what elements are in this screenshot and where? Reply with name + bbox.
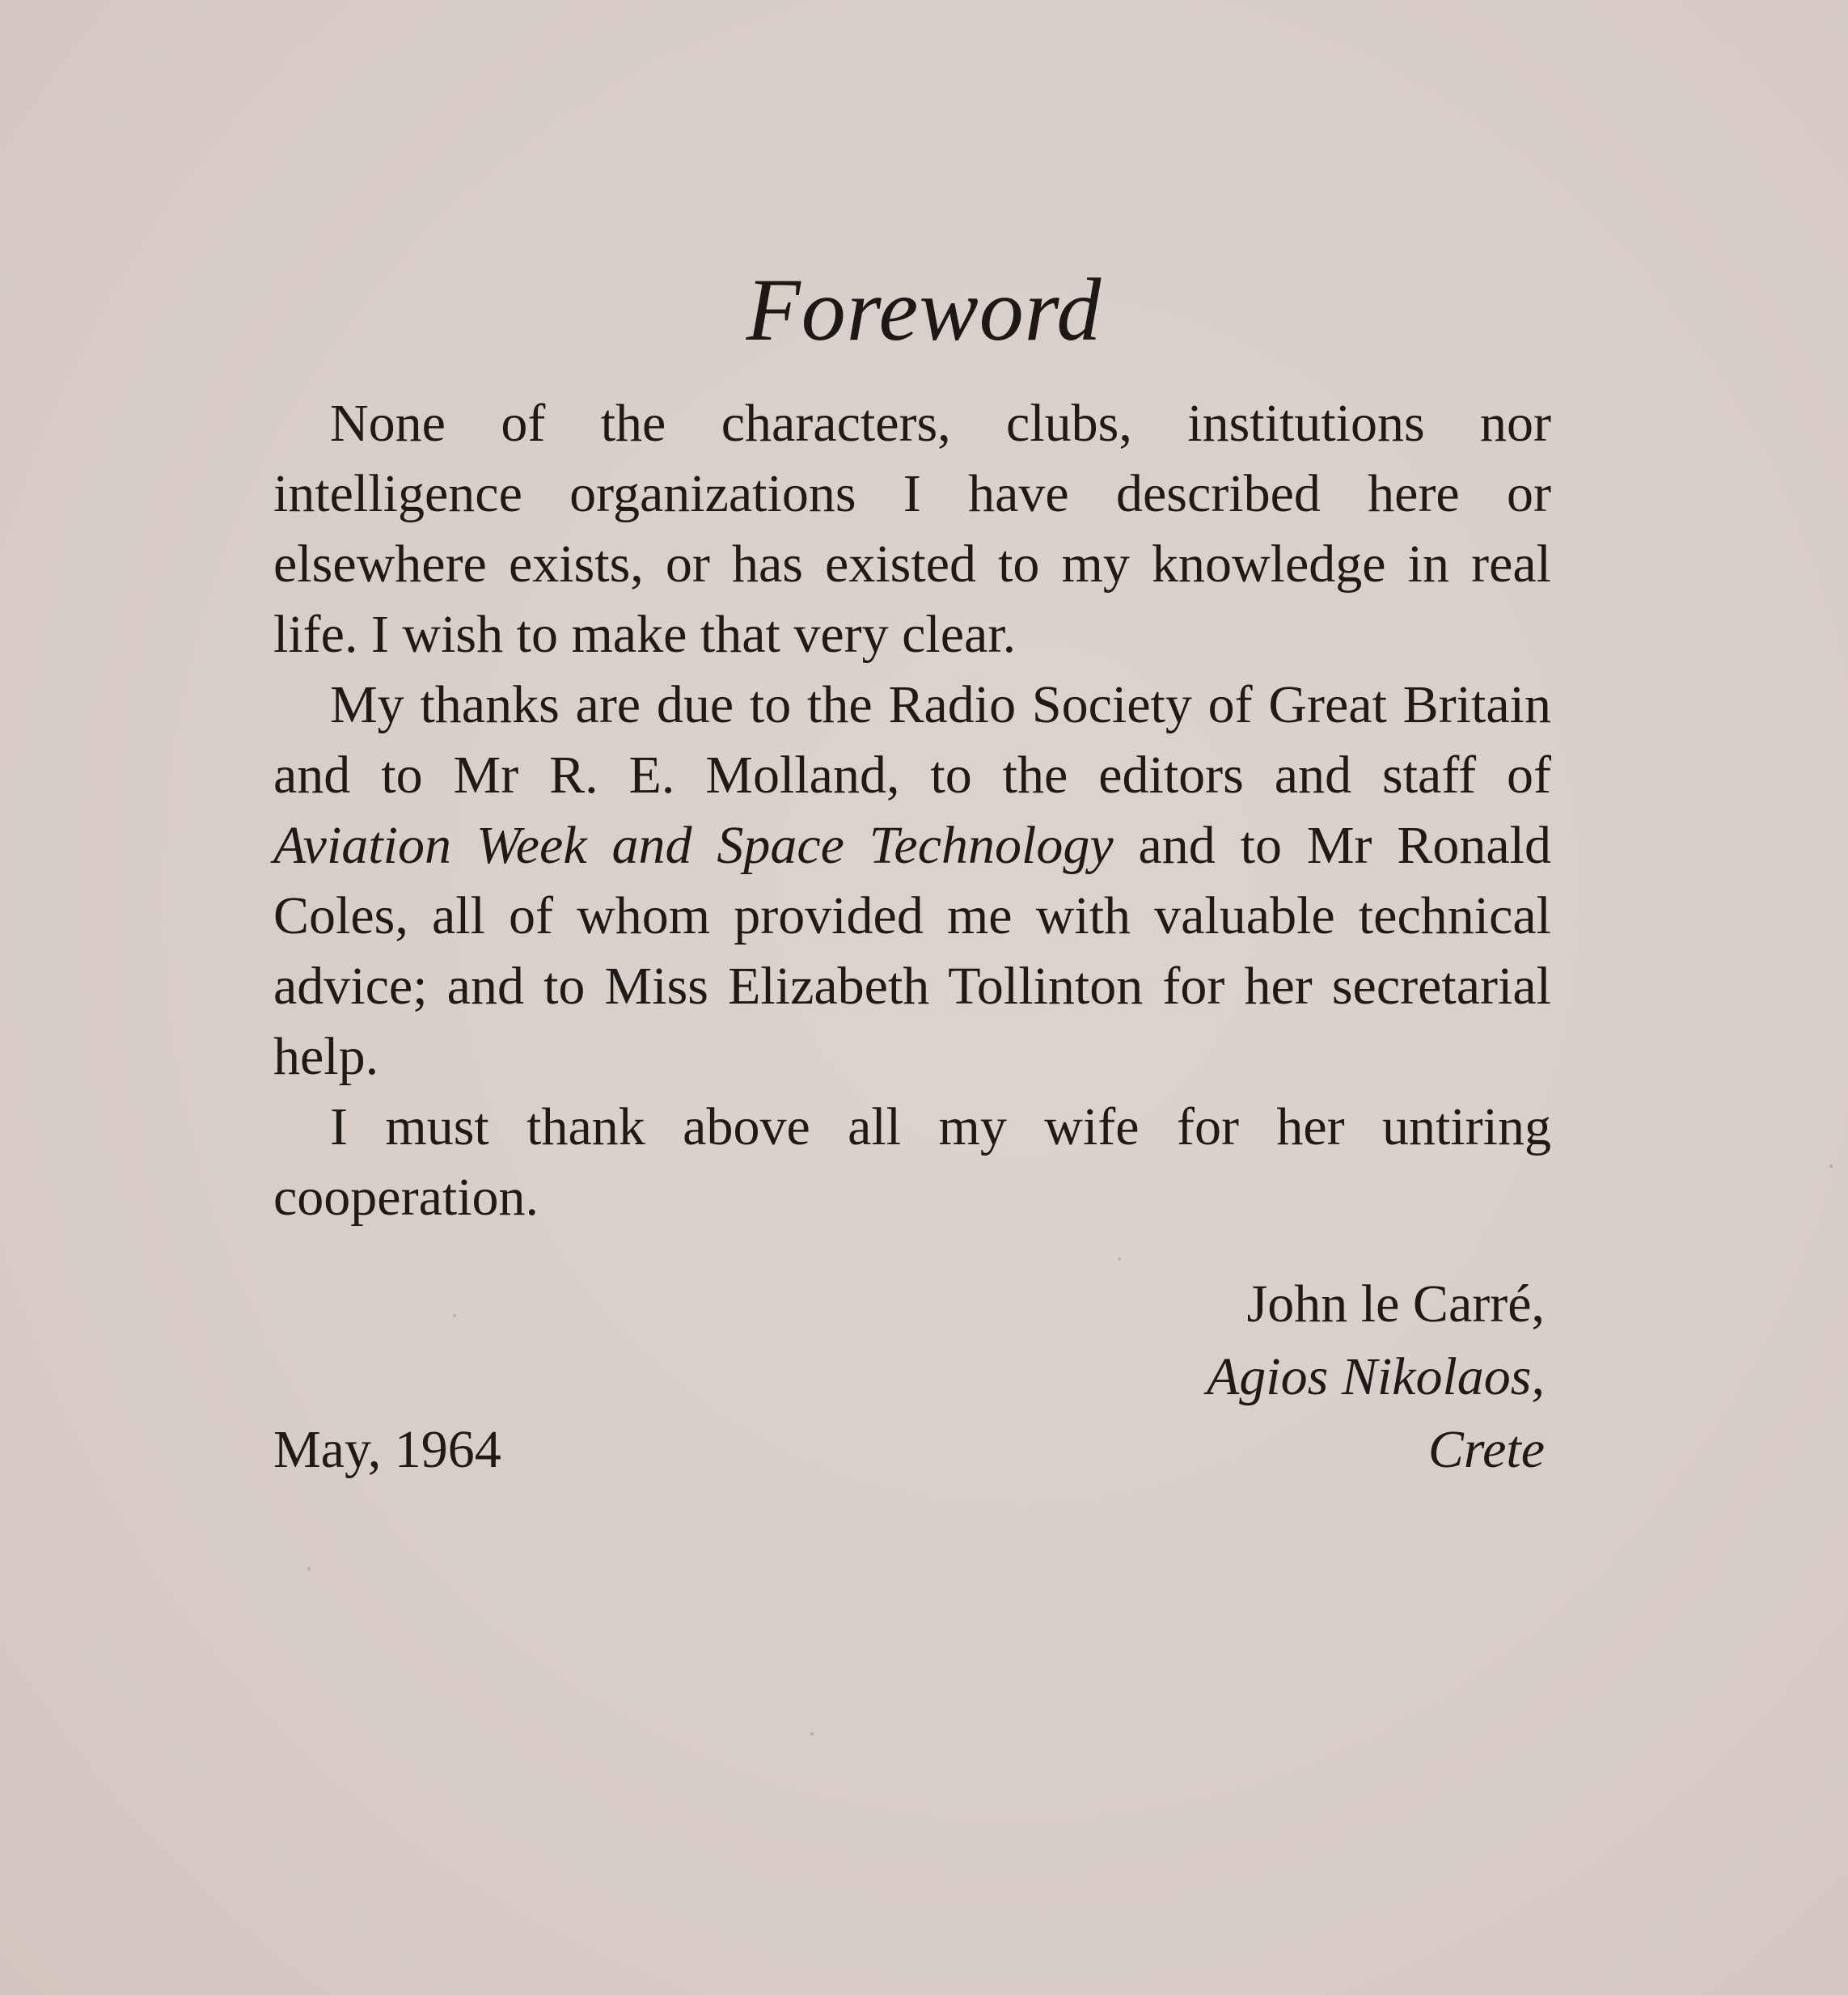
paper-speck <box>1829 1164 1833 1168</box>
paragraph-text: and to Mr Ronald Coles, all of whom provided me with valuable technical advice; and to Miss Elizabeth Tollinton for her secretarial help. <box>273 816 1551 1086</box>
foreword-date: May, 1964 <box>273 1420 501 1479</box>
paragraph-text: None of the characters, clubs, institutions nor intelligence organizations I have described here or elsewhere exists, or has existed to my knowledge in real life. I wish to make that very clear. <box>273 394 1551 664</box>
paragraph-acknowledgements <box>273 670 1551 1092</box>
paper-speck <box>307 1567 311 1570</box>
paper-speck <box>453 1314 456 1317</box>
page-title: Foreword <box>746 260 1102 359</box>
author-name: John le Carré, <box>1246 1274 1545 1334</box>
paragraph-text: My thanks are due to the Radio Society of Great Britain and to Mr R. E. Molland, to the editors and staff of <box>273 675 1551 805</box>
paper-speck <box>1118 1257 1121 1261</box>
paper-speck <box>810 1732 814 1735</box>
paragraph-disclaimer <box>273 388 1551 670</box>
paragraph-thanks-wife <box>273 1092 1551 1232</box>
foreword-body <box>273 388 1551 1232</box>
paragraph-text: I must thank above all my wife for her untiring cooperation. <box>273 1097 1551 1227</box>
publication-title: Aviation Week and Space Technology <box>273 816 1114 875</box>
signature-block <box>817 1268 1545 1486</box>
author-region: Crete <box>1427 1420 1545 1479</box>
author-location: Agios Nikolaos, <box>1206 1347 1545 1406</box>
